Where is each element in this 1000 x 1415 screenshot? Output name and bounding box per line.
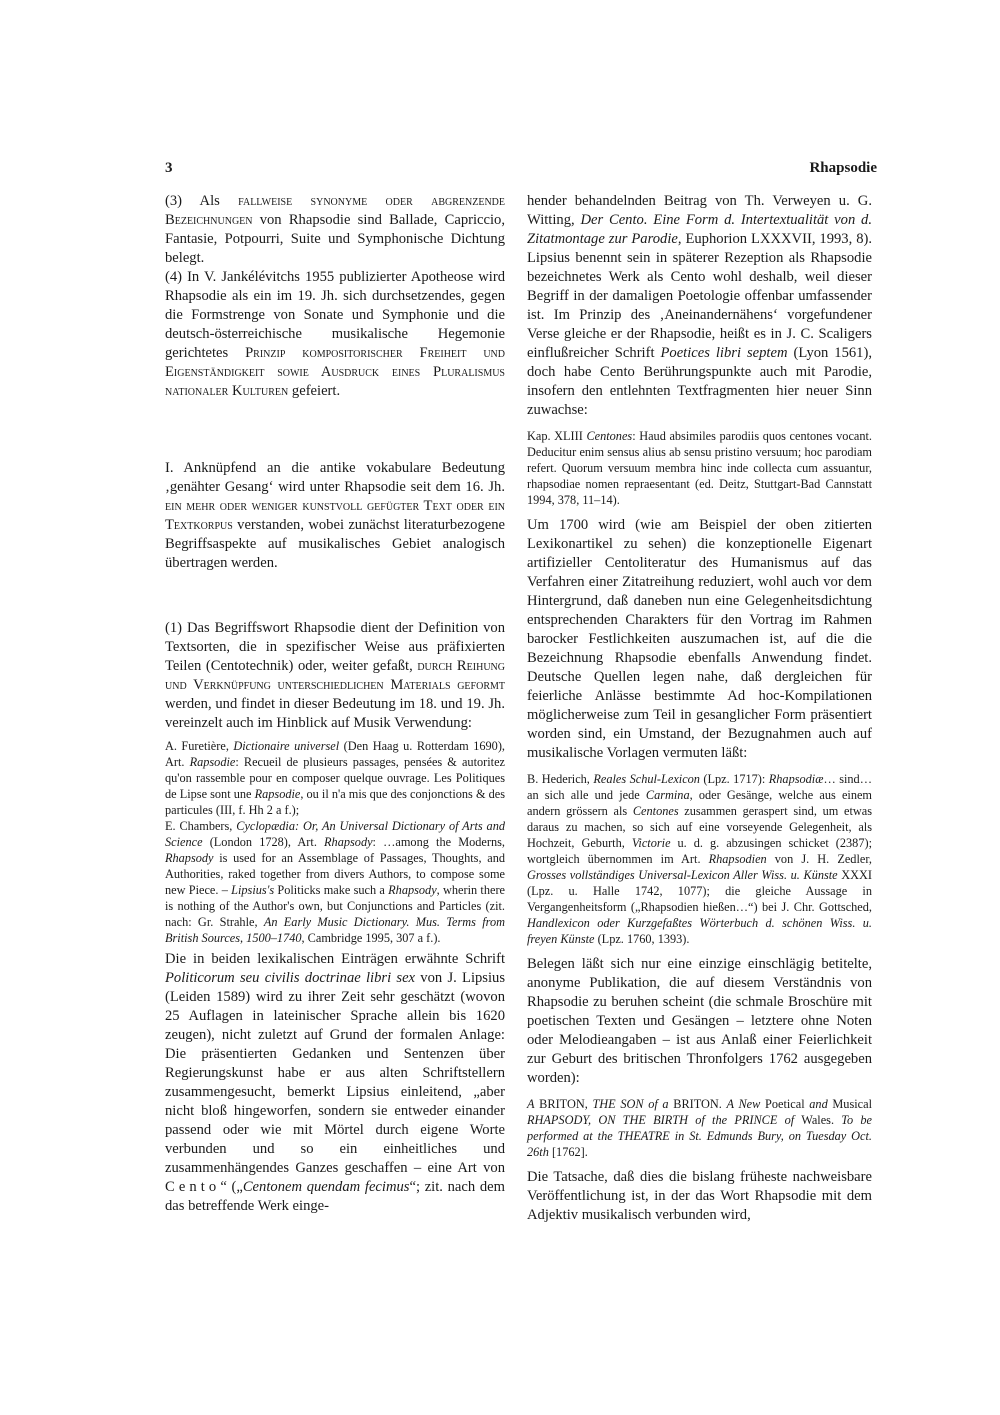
paragraph-jankelevitch: (4) In V. Jankélévitchs 1955 publizierter Apotheose wird Rhapsodie als ein im 19. Jh. sich durchsetzendes, gegen die Formstrenge von Sonate und Symphonie und die deutsch-österreichische musikalische Hegemonie gerichtetes Prinzip kompositorischer Freiheit und Eigenständigkeit sowie Ausdruck eines Pluralismus nationaler Kulturen gefeiert. bbox=[165, 269, 505, 399]
page-number: 3 bbox=[165, 160, 173, 176]
quote-furetiere: A. Furetière, Dictionaire universel (Den Haag u. Rotterdam 1690), Art. Rapsodie: Recueil de plusieurs passages, pensées & autoritez qu'on rassemble pour en composer quelque ouvrage. Les Politiques de Lipse sont une Rapsodie, ou il n'a mis que des conjonctions & des particules (III, f. Hh 2 a f.); bbox=[165, 739, 506, 817]
paragraph-begriffswort: (1) Das Begriffswort Rhapsodie dient der Definition von Textsorten, die in spezifischer Weise aus präfixierten Teilen (Centotechnik) oder, weiter gefaßt, durch Reihung und Verknüpfung unterschiedlichen Materials geformt werden, und findet in dieser Bedeutung im 18. und 19. Jh. vereinzelt auch im Hinblick auf Musik Verwendung: bbox=[165, 620, 505, 731]
left-column bbox=[165, 192, 505, 1216]
quote-hederich: B. Hederich, Reales Schul-Lexicon (Lpz. 1717): Rhapsodiæ… sind… an sich alle und jede Carmina, oder Gesänge, welche aus einem andern grössern als Centones zusammen geraspert sind, um etwas daraus zu machen, so sich auf eine vorseyende Gelegenheit, als Hochzeit, Geburth, Victorie u. d. g. abzusingen schicket (2387); wortgleich übernommen im Art. Rhapsodien von J. H. Zedler, Grosses vollständiges Universal-Lexicon Aller Wiss. u. Künste XXXI (Lpz. u. Halle 1742, 1077); die gleiche Aussage in Vergangenheitsform („Rhapsodien hießen…“) bei J. Chr. Gottsched, Handlexicon oder Kurzgefaßtes Wörterbuch d. schönen Wiss. u. freyen Künste (Lpz. 1760, 1393). bbox=[527, 772, 873, 946]
paragraph-synonyme: (3) Als fallweise synonyme oder abgrenzende Bezeichnungen von Rhapsodie sind Ballade, Capriccio, Fantasie, Potpourri, Suite und Symphonische Dichtung belegt. bbox=[165, 193, 505, 266]
running-title: Rhapsodie bbox=[809, 160, 877, 176]
paragraph-tatsache: Die Tatsache, daß dies die bislang früheste nachweisbare Veröffentlichung ist, in der das Wort Rhapsodie mit dem Adjektiv musikalisch verbunden wird, bbox=[527, 1169, 872, 1223]
paragraph-lipsius: Die in beiden lexikalischen Einträgen erwähnte Schrift Politicorum seu civilis doctrinae libri sex von J. Lipsius (Leiden 1589) wird zu ihrer Zeit sehr geschätzt (wovon 25 Auflagen in lateinischer Sprache allein bis 1620 zeugen), nicht zuletzt auf Grund der formalen Anlage: Die präsentierten Gedanken und Sentenzen über Regierungskunst habe er aus alten Schriftstellern zusammengesucht, bemerkt Lipsius einleitend, „aber nicht bloß hingeworfen, sondern sie entweder einander passend oder wie mit Mörtel durch eigene Worte verbunden und so ein einheitliches und zusammenhängendes Ganzes geschaffen – eine Art von Cento“ („Centonem quendam fecimus“; zit. nach dem das betreffende Werk einge- bbox=[165, 951, 505, 1214]
running-header bbox=[165, 160, 877, 184]
paragraph-um-1700: Um 1700 wird (wie am Beispiel der oben zitierten Lexikonartikel zu sehen) die konzeptionelle Eigenart artifizieller Centoliteratur des Humanismus auf das Verfahren einer Zitatreihung reduziert, wohl auch vor dem Hintergrund, daß daneben nun eine Gelegenheitsdichtung entsprechenden Charakters für den Vortrag im Rahmen barocker Festlichkeiten auszumachen ist, auf die die Bezeichnung Rhapsodie ebenfalls Anwendung findet. Deutsche Quellen legen nahe, daß dergleichen für feierliche Anlässe bestimmte Ad hoc-Kompilationen möglicherweise zum Teil in gesanglicher Form präsentiert worden sind, ein Umstand, der Bezugnahmen auch auf musikalische Vorlagen vermuten läßt: bbox=[527, 517, 872, 761]
quote-briton: A BRITON, THE SON of a BRITON. A New Poetical and Musical RHAPSODY, ON THE BIRTH of the PRINCE of Wales. To be performed at the THEATRE in St. Edmunds Bury, on Tuesday Oct. 26th [1762]. bbox=[527, 1097, 872, 1159]
paragraph-cento: hender behandelnden Beitrag von Th. Verweyen u. G. Witting, Der Cento. Eine Form d. Intertextualität von d. Zitatmontage zur Parodie, Euphorion LXXXVII, 1993, 8). Lipsius benennt sein in späterer Rezeption als Rhapsodie bezeichnetes Werk als Cento wohl deshalb, weil dieser Begriff in der damaligen Poetologie offenbar umfassender ist. Im Prinzip des ‚Aneinandernähens‘ vorgefundener Verse gleiche er der Rhapsodie, heißt es in J. C. Scaligers einflußreicher Schrift Poetices libri septem (Lyon 1561), doch habe Cento Berührungspunkte auch mit Parodie, insofern den entlehnten Textfragmenten hier neuer Sinn zuwachse: bbox=[527, 193, 873, 418]
quote-chambers: E. Chambers, Cyclopædia: Or, An Universal Dictionary of Arts and Science (London 1728), Art. Rhapsody: …among the Moderns, Rhapsody is used for an Assemblage of Passages, Thoughts, and Authorities, raked together from divers Authors, to compose some new Piece. – Lipsius's Politicks make such a Rhapsody, wherin there is nothing of the Author's own, but Conjunctions and Particles (zit. nach: Gr. Strahle, An Early Music Dictionary. Mus. Terms from British Sources, 1500–1740, Cambridge 1995, 307 a f.). bbox=[165, 819, 505, 945]
right-column bbox=[527, 192, 872, 1225]
paragraph-belegen: Belegen läßt sich nur eine einzige einschlägig betitelte, anonyme Publikation, die auf diesem Verständnis von Rhapsodie zu beruhen scheint (die schmale Broschüre mit poetischen Texten und Gesängen – letztere ohne Noten oder Melodieangaben – ist aus Anlaß einer Feierlichkeit zur Geburt des britischen Thronfolgers 1762 ausgegeben worden): bbox=[527, 956, 872, 1086]
quote-scaliger: Kap. XLIII Centones: Haud absimiles parodiis quos centones vocant. Deducitur enim sensus alius ab sensu pristino versuum; hoc parodiam refert. Quorum versuum membra hinc inde collecta cum assuantur, rhapsodiae nomen repraesentant (ed. Deitz, Stuttgart-Bad Cannstatt 1994, 378, 11–14). bbox=[527, 429, 872, 507]
paragraph-section-i: I. Anknüpfend an die antike vokabulare Bedeutung ‚genähter Gesang‘ wird unter Rhapsodie seit dem 16. Jh. ein mehr oder weniger kunstvoll gefügter Text oder ein Textkorpus verstanden, wobei zunächst literaturbezogene Begriffsaspekte auf musikalisches Gebiet analogisch übertragen werden. bbox=[165, 460, 505, 571]
